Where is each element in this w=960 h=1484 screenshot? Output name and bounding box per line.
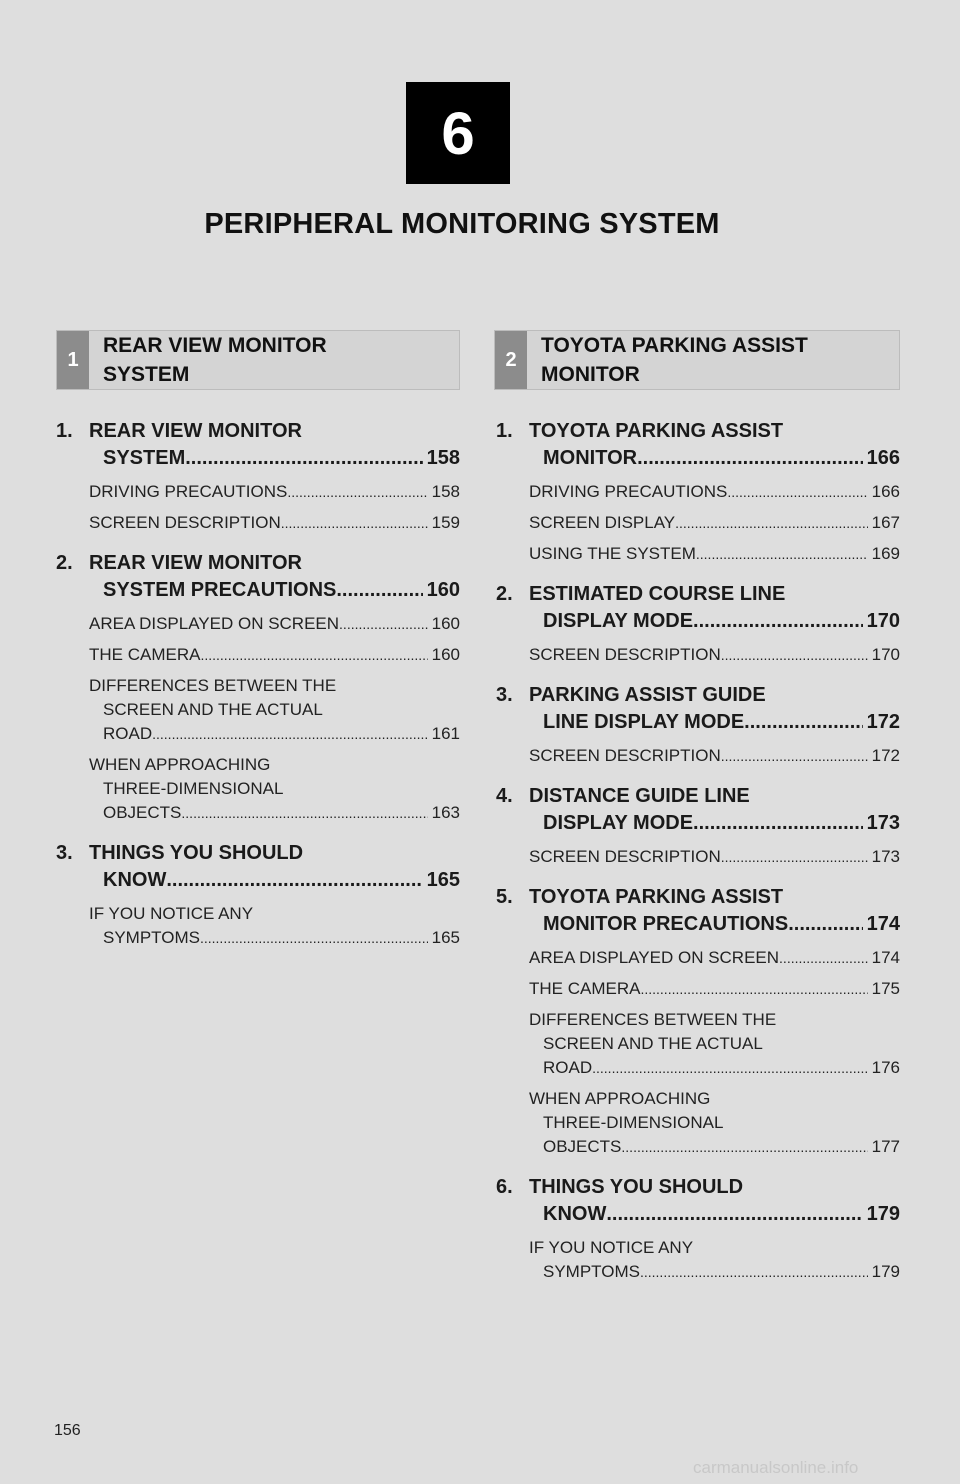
subtopic-text: SCREEN DESCRIPTION bbox=[89, 513, 281, 532]
dot-leader bbox=[637, 445, 863, 472]
dot-leader bbox=[621, 1135, 867, 1159]
entry-title-line: ESTIMATED COURSE LINE bbox=[529, 583, 786, 605]
subtopic-item[interactable] bbox=[529, 643, 900, 667]
entry-title-line bbox=[529, 608, 900, 635]
entry-page: 165 bbox=[426, 869, 460, 891]
entry-title-line bbox=[89, 577, 460, 604]
entry-title[interactable] bbox=[529, 418, 900, 472]
subtopic-line: WHEN APPROACHING bbox=[529, 1089, 711, 1108]
subtopic-last-line bbox=[529, 1135, 900, 1159]
subtopic-last-line bbox=[529, 643, 900, 667]
section-header-2 bbox=[494, 330, 900, 390]
subtopic-page: 166 bbox=[871, 482, 900, 501]
entry-number: 2. bbox=[56, 552, 73, 574]
subtopic-list bbox=[529, 946, 900, 1159]
dot-leader bbox=[200, 643, 427, 667]
section-title bbox=[527, 331, 808, 389]
entry-title-line bbox=[89, 445, 460, 472]
subtopic-line: THREE-DIMENSIONAL bbox=[543, 1113, 724, 1132]
subtopic-item[interactable] bbox=[529, 845, 900, 869]
subtopic-text: AREA DISPLAYED ON SCREEN bbox=[89, 614, 340, 633]
subtopic-page: 167 bbox=[871, 513, 900, 532]
dot-leader bbox=[336, 577, 422, 604]
subtopic-item[interactable] bbox=[89, 480, 460, 504]
entry-title[interactable] bbox=[89, 418, 460, 472]
subtopic-item[interactable] bbox=[89, 511, 460, 535]
entry-title-text: DISPLAY MODE bbox=[543, 812, 694, 834]
entry-title-text: KNOW bbox=[103, 869, 167, 891]
entry-title-line: REAR VIEW MONITOR bbox=[89, 552, 302, 574]
subtopic-text: SCREEN DESCRIPTION bbox=[529, 645, 721, 664]
subtopic-item[interactable] bbox=[529, 511, 900, 535]
dot-leader bbox=[721, 643, 868, 667]
subtopic-item[interactable] bbox=[89, 753, 460, 825]
section-title bbox=[89, 331, 327, 389]
entry-title[interactable] bbox=[529, 783, 900, 837]
subtopic-line: DIFFERENCES BETWEEN THE bbox=[89, 676, 337, 695]
page-number: 156 bbox=[54, 1422, 81, 1439]
subtopic-page: 160 bbox=[431, 645, 460, 664]
subtopic-text: ROAD bbox=[543, 1058, 593, 1077]
subtopic-line: IF YOU NOTICE ANY bbox=[529, 1238, 694, 1257]
entry-title-line: DISTANCE GUIDE LINE bbox=[529, 785, 750, 807]
entry-title-line: THINGS YOU SHOULD bbox=[529, 1176, 744, 1198]
subtopic-last-line bbox=[529, 946, 900, 970]
toc-entry[interactable] bbox=[496, 1174, 900, 1284]
dot-leader bbox=[152, 722, 428, 746]
chapter-title: PERIPHERAL MONITORING SYSTEM bbox=[204, 208, 720, 240]
subtopic-list bbox=[529, 480, 900, 566]
subtopic-last-line bbox=[529, 744, 900, 768]
dot-leader bbox=[640, 1260, 868, 1284]
entry-title-line bbox=[529, 810, 900, 837]
subtopic-text: SCREEN DISPLAY bbox=[529, 513, 676, 532]
subtopic-text: SCREEN DESCRIPTION bbox=[529, 847, 721, 866]
subtopic-page: 170 bbox=[871, 645, 900, 664]
dot-leader bbox=[287, 480, 427, 504]
subtopic-text: AREA DISPLAYED ON SCREEN bbox=[529, 948, 780, 967]
entry-title[interactable] bbox=[529, 1174, 900, 1228]
section-title-line: REAR VIEW MONITOR bbox=[103, 334, 327, 357]
subtopic-page: 165 bbox=[431, 928, 460, 947]
subtopic-line: SCREEN AND THE ACTUAL bbox=[103, 700, 323, 719]
subtopic-last-line bbox=[529, 511, 900, 535]
section-title-line: TOYOTA PARKING ASSIST bbox=[541, 334, 808, 357]
subtopic-item[interactable] bbox=[529, 480, 900, 504]
dot-leader bbox=[779, 946, 868, 970]
dot-leader bbox=[281, 511, 428, 535]
entry-title[interactable] bbox=[529, 581, 900, 635]
entry-page: 173 bbox=[866, 812, 900, 834]
subtopic-page: 177 bbox=[871, 1137, 900, 1156]
dot-leader bbox=[339, 612, 428, 636]
entry-title[interactable] bbox=[529, 884, 900, 938]
entry-title[interactable] bbox=[89, 550, 460, 604]
entry-number: 4. bbox=[496, 785, 513, 807]
subtopic-last-line bbox=[89, 801, 460, 825]
entry-title-text: SYSTEM bbox=[103, 447, 186, 469]
entry-title-line bbox=[89, 867, 460, 894]
toc-entry[interactable] bbox=[496, 783, 900, 869]
entry-title-line bbox=[529, 911, 900, 938]
subtopic-text: DRIVING PRECAUTIONS bbox=[89, 482, 288, 501]
entry-number: 6. bbox=[496, 1176, 513, 1198]
subtopic-page: 169 bbox=[871, 544, 900, 563]
entry-number: 1. bbox=[56, 420, 73, 442]
subtopic-line: WHEN APPROACHING bbox=[89, 755, 271, 774]
subtopic-last-line bbox=[89, 722, 460, 746]
entry-title-line bbox=[529, 445, 900, 472]
subtopic-text: USING THE SYSTEM bbox=[529, 544, 696, 563]
entry-page: 170 bbox=[866, 610, 900, 632]
subtopic-list bbox=[529, 643, 900, 667]
subtopic-item[interactable] bbox=[529, 744, 900, 768]
entry-title-line: PARKING ASSIST GUIDE bbox=[529, 684, 766, 706]
subtopic-item[interactable] bbox=[529, 946, 900, 970]
subtopic-list bbox=[529, 1236, 900, 1284]
section-number: 1 bbox=[57, 331, 89, 389]
subtopic-page: 163 bbox=[431, 803, 460, 822]
dot-leader bbox=[606, 1201, 862, 1228]
entry-title-text: DISPLAY MODE bbox=[543, 610, 694, 632]
dot-leader bbox=[640, 977, 867, 1001]
subtopic-last-line bbox=[529, 1260, 900, 1284]
subtopic-last-line bbox=[89, 480, 460, 504]
toc-column-left bbox=[56, 418, 460, 965]
entry-title-text: LINE DISPLAY MODE bbox=[543, 711, 745, 733]
toc-entry[interactable] bbox=[496, 418, 900, 566]
subtopic-page: 159 bbox=[431, 513, 460, 532]
section-title-line: MONITOR bbox=[541, 363, 640, 386]
dot-leader bbox=[185, 445, 422, 472]
subtopic-text: OBJECTS bbox=[103, 803, 182, 822]
section-title-line: SYSTEM bbox=[103, 363, 190, 386]
subtopic-item[interactable] bbox=[529, 542, 900, 566]
subtopic-list bbox=[89, 902, 460, 950]
subtopic-last-line bbox=[529, 480, 900, 504]
dot-leader bbox=[200, 926, 428, 950]
dot-leader bbox=[166, 867, 422, 894]
subtopic-line: SCREEN AND THE ACTUAL bbox=[543, 1034, 763, 1053]
subtopic-page: 174 bbox=[871, 948, 900, 967]
subtopic-list bbox=[89, 612, 460, 825]
entry-page: 166 bbox=[866, 447, 900, 469]
entry-page: 158 bbox=[426, 447, 460, 469]
subtopic-line: IF YOU NOTICE ANY bbox=[89, 904, 254, 923]
entry-title-line: TOYOTA PARKING ASSIST bbox=[529, 420, 784, 442]
subtopic-item[interactable] bbox=[89, 902, 460, 950]
entry-title[interactable] bbox=[89, 840, 460, 894]
subtopic-page: 176 bbox=[871, 1058, 900, 1077]
dot-leader bbox=[721, 845, 868, 869]
entry-title-line bbox=[529, 709, 900, 736]
subtopic-item[interactable] bbox=[89, 643, 460, 667]
subtopic-last-line bbox=[89, 926, 460, 950]
subtopic-item[interactable] bbox=[529, 1008, 900, 1080]
subtopic-page: 158 bbox=[431, 482, 460, 501]
subtopic-last-line bbox=[529, 977, 900, 1001]
entry-number: 3. bbox=[496, 684, 513, 706]
subtopic-list bbox=[529, 845, 900, 869]
entry-title-line: TOYOTA PARKING ASSIST bbox=[529, 886, 784, 908]
subtopic-page: 175 bbox=[871, 979, 900, 998]
dot-leader bbox=[693, 608, 863, 635]
subtopic-text: OBJECTS bbox=[543, 1137, 622, 1156]
subtopic-page: 172 bbox=[871, 746, 900, 765]
subtopic-page: 179 bbox=[871, 1262, 900, 1281]
subtopic-last-line bbox=[89, 511, 460, 535]
subtopic-list bbox=[529, 744, 900, 768]
subtopic-text: DRIVING PRECAUTIONS bbox=[529, 482, 728, 501]
entry-title-text: SYSTEM PRECAUTIONS bbox=[103, 579, 337, 601]
toc-entry[interactable] bbox=[496, 682, 900, 768]
entry-title-text: MONITOR PRECAUTIONS bbox=[543, 913, 789, 935]
toc-entry[interactable] bbox=[496, 884, 900, 1159]
subtopic-page: 173 bbox=[871, 847, 900, 866]
toc-entry[interactable] bbox=[56, 840, 460, 950]
subtopic-item[interactable] bbox=[529, 977, 900, 1001]
dot-leader bbox=[696, 542, 868, 566]
watermark: carmanualsonline.info bbox=[693, 1458, 859, 1477]
section-number: 2 bbox=[495, 331, 527, 389]
subtopic-text: SYMPTOMS bbox=[543, 1262, 640, 1281]
entry-number: 1. bbox=[496, 420, 513, 442]
subtopic-text: THE CAMERA bbox=[89, 645, 201, 664]
subtopic-text: ROAD bbox=[103, 724, 153, 743]
chapter-number-badge bbox=[406, 82, 510, 184]
dot-leader bbox=[744, 709, 862, 736]
subtopic-text: SCREEN DESCRIPTION bbox=[529, 746, 721, 765]
subtopic-text: SYMPTOMS bbox=[103, 928, 200, 947]
subtopic-page: 161 bbox=[431, 724, 460, 743]
entry-page: 179 bbox=[866, 1203, 900, 1225]
chapter-number: 6 bbox=[441, 99, 475, 167]
subtopic-item[interactable] bbox=[89, 674, 460, 746]
entry-number: 2. bbox=[496, 583, 513, 605]
toc-column-right bbox=[496, 418, 900, 1299]
entry-title-line: REAR VIEW MONITOR bbox=[89, 420, 302, 442]
subtopic-list bbox=[89, 480, 460, 535]
entry-title-line bbox=[529, 1201, 900, 1228]
dot-leader bbox=[675, 511, 868, 535]
entry-number: 5. bbox=[496, 886, 513, 908]
entry-title[interactable] bbox=[529, 682, 900, 736]
dot-leader bbox=[693, 810, 863, 837]
subtopic-line: DIFFERENCES BETWEEN THE bbox=[529, 1010, 777, 1029]
subtopic-last-line bbox=[529, 1056, 900, 1080]
subtopic-last-line bbox=[89, 612, 460, 636]
subtopic-page: 160 bbox=[431, 614, 460, 633]
toc-entry[interactable] bbox=[56, 418, 460, 535]
subtopic-line: THREE-DIMENSIONAL bbox=[103, 779, 284, 798]
subtopic-last-line bbox=[529, 542, 900, 566]
dot-leader bbox=[181, 801, 427, 825]
entry-page: 174 bbox=[866, 913, 900, 935]
entry-page: 172 bbox=[866, 711, 900, 733]
subtopic-item[interactable] bbox=[89, 612, 460, 636]
dot-leader bbox=[727, 480, 867, 504]
entry-title-text: MONITOR bbox=[543, 447, 638, 469]
subtopic-last-line bbox=[529, 845, 900, 869]
entry-title-text: KNOW bbox=[543, 1203, 607, 1225]
dot-leader bbox=[788, 911, 862, 938]
section-header-1 bbox=[56, 330, 460, 390]
entry-title-line: THINGS YOU SHOULD bbox=[89, 842, 304, 864]
entry-number: 3. bbox=[56, 842, 73, 864]
subtopic-text: THE CAMERA bbox=[529, 979, 641, 998]
dot-leader bbox=[721, 744, 868, 768]
subtopic-last-line bbox=[89, 643, 460, 667]
subtopic-item[interactable] bbox=[529, 1236, 900, 1284]
entry-page: 160 bbox=[426, 579, 460, 601]
toc-entry[interactable] bbox=[496, 581, 900, 667]
dot-leader bbox=[592, 1056, 868, 1080]
toc-entry[interactable] bbox=[56, 550, 460, 825]
subtopic-item[interactable] bbox=[529, 1087, 900, 1159]
